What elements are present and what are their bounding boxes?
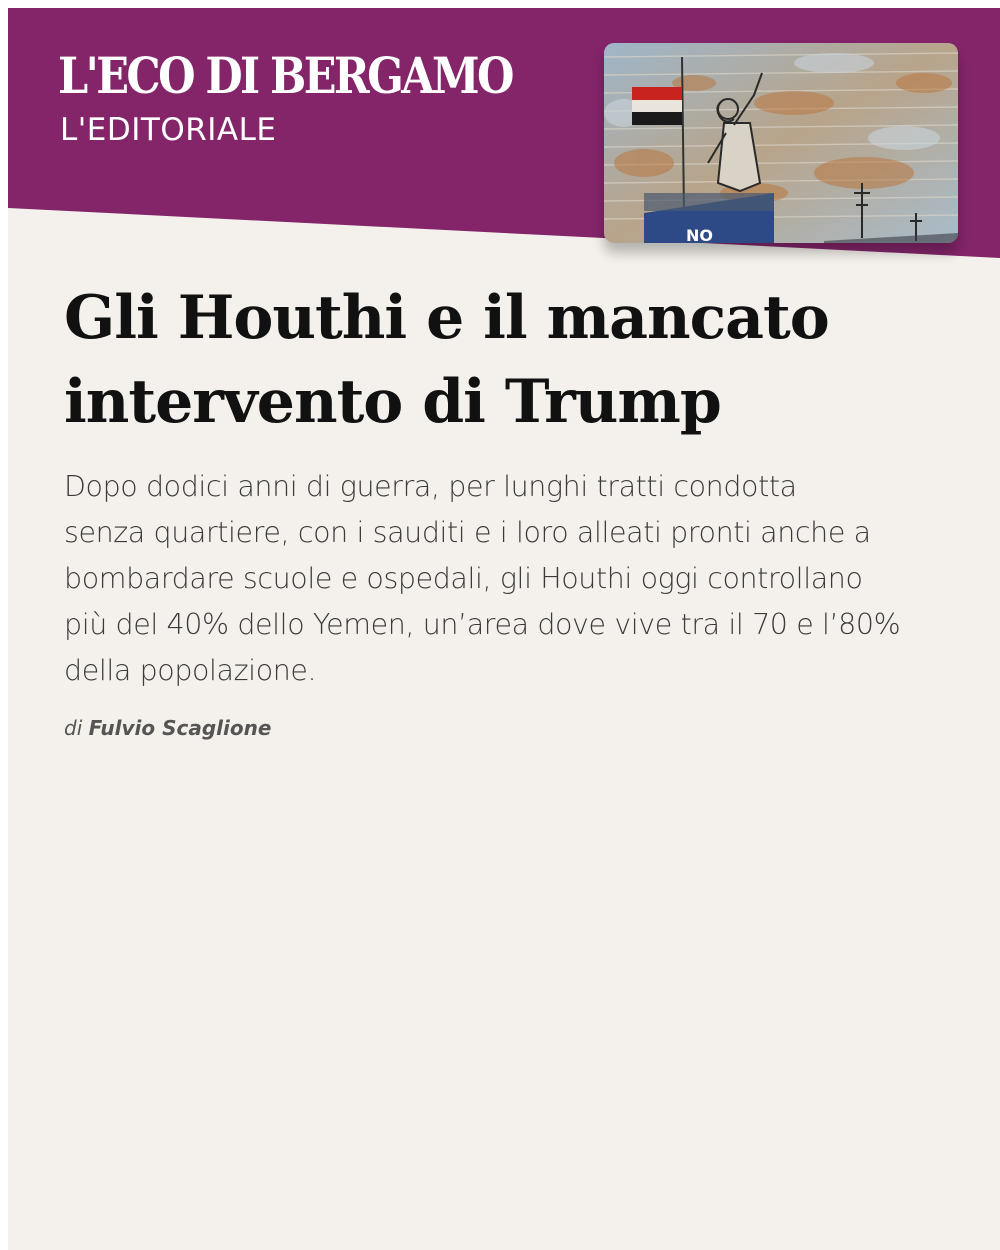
section-label: L'EDITORIALE	[60, 112, 277, 148]
newspaper-logo: L'ECO DI BERGAMO	[58, 46, 512, 105]
lead-line: bombardare scuole e ospedali, gli Houthi oggi controllano	[64, 562, 863, 595]
headline-line: intervento di Trump	[64, 367, 721, 437]
lead-line: Dopo dodici anni di guerra, per lunghi tratti condotta	[64, 470, 797, 503]
mural-image	[604, 43, 958, 243]
lead-line: più del 40% dello Yemen, un’area dove vive tra il 70 e l’80%	[64, 608, 901, 641]
byline-prefix: di	[64, 716, 83, 740]
article-lead	[64, 464, 964, 694]
author-name[interactable]: Fulvio Scaglione	[88, 716, 272, 740]
editorial-card	[8, 8, 1000, 1250]
lead-line: della popolazione.	[64, 654, 317, 687]
header-photo	[604, 43, 958, 243]
photo-text: NO	[686, 226, 713, 243]
byline	[64, 716, 271, 740]
lead-line: senza quartiere, con i sauditi e i loro alleati pronti anche a	[64, 516, 871, 549]
article-headline[interactable]	[64, 276, 964, 444]
headline-line: Gli Houthi e il mancato	[64, 283, 829, 353]
